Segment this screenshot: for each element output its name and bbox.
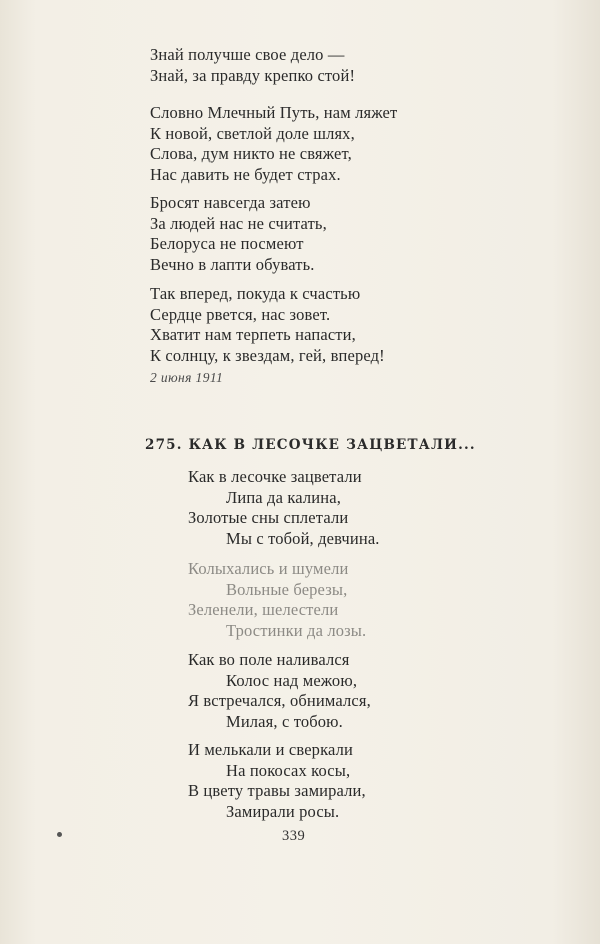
verse-line: Золотые сны сплетали [188, 508, 349, 527]
verse-line: Колыхались и шумели [188, 559, 349, 578]
verse-line: Вечно в лапти обувать. [150, 254, 315, 274]
poem-title: 275. КАК В ЛЕСОЧКЕ ЗАЦВЕТАЛИ... [145, 437, 476, 453]
verse-line: Знай, за правду крепко стой! [150, 65, 356, 85]
verse-line: Нас давить не будет страх. [150, 164, 341, 184]
verse-line: Мы с тобой, девчина. [226, 528, 380, 548]
stanza-3 [150, 193, 327, 275]
page-number: 339 [282, 828, 306, 844]
verse-line: И мелькали и сверкали [188, 740, 353, 759]
verse-line: В цвету травы замирали, [188, 781, 366, 800]
verse-line: К новой, светлой доле шлях, [150, 123, 355, 143]
verse-line: Так вперед, покуда к счастью [150, 284, 361, 303]
stanza-1 [150, 45, 355, 86]
stanza-4 [150, 284, 385, 366]
poem-stanza-4 [188, 740, 366, 822]
verse-line: Как в лесочке зацветали [188, 467, 362, 486]
verse-line: К солнцу, к звездам, гей, вперед! [150, 345, 385, 365]
verse-line: Словно Млечный Путь, нам ляжет [150, 103, 398, 122]
verse-line: Сердце рвется, нас зовет. [150, 304, 331, 324]
verse-line: Слова, дум никто не свяжет, [150, 144, 352, 163]
verse-line: За людей нас не считать, [150, 213, 327, 233]
verse-line: Белоруса не посмеют [150, 234, 304, 253]
verse-line: Я встречался, обнимался, [188, 691, 371, 710]
verse-line: Как во поле наливался [188, 650, 350, 669]
verse-line: На покосах косы, [226, 760, 351, 780]
stanza-2 [150, 103, 397, 185]
verse-line: Бросят навсегда затею [150, 193, 311, 212]
poem-date: 2 июня 1911 [150, 370, 224, 385]
verse-line: Липа да калина, [226, 487, 341, 507]
verse-line: Колос над межою, [226, 670, 358, 690]
verse-line: Вольные березы, [226, 579, 348, 599]
verse-line: Хватит нам терпеть напасти, [150, 325, 356, 344]
verse-line: Зеленели, шелестели [188, 600, 339, 619]
poem-stanza-1 [188, 467, 380, 549]
poem-stanza-3 [188, 650, 371, 732]
verse-line: Знай получше свое дело — [150, 45, 345, 64]
ink-speck [57, 832, 62, 837]
poem-stanza-2 [188, 559, 366, 641]
verse-line: Замирали росы. [226, 801, 340, 821]
verse-line: Милая, с тобою. [226, 711, 343, 731]
verse-line: Тростинки да лозы. [226, 620, 367, 640]
